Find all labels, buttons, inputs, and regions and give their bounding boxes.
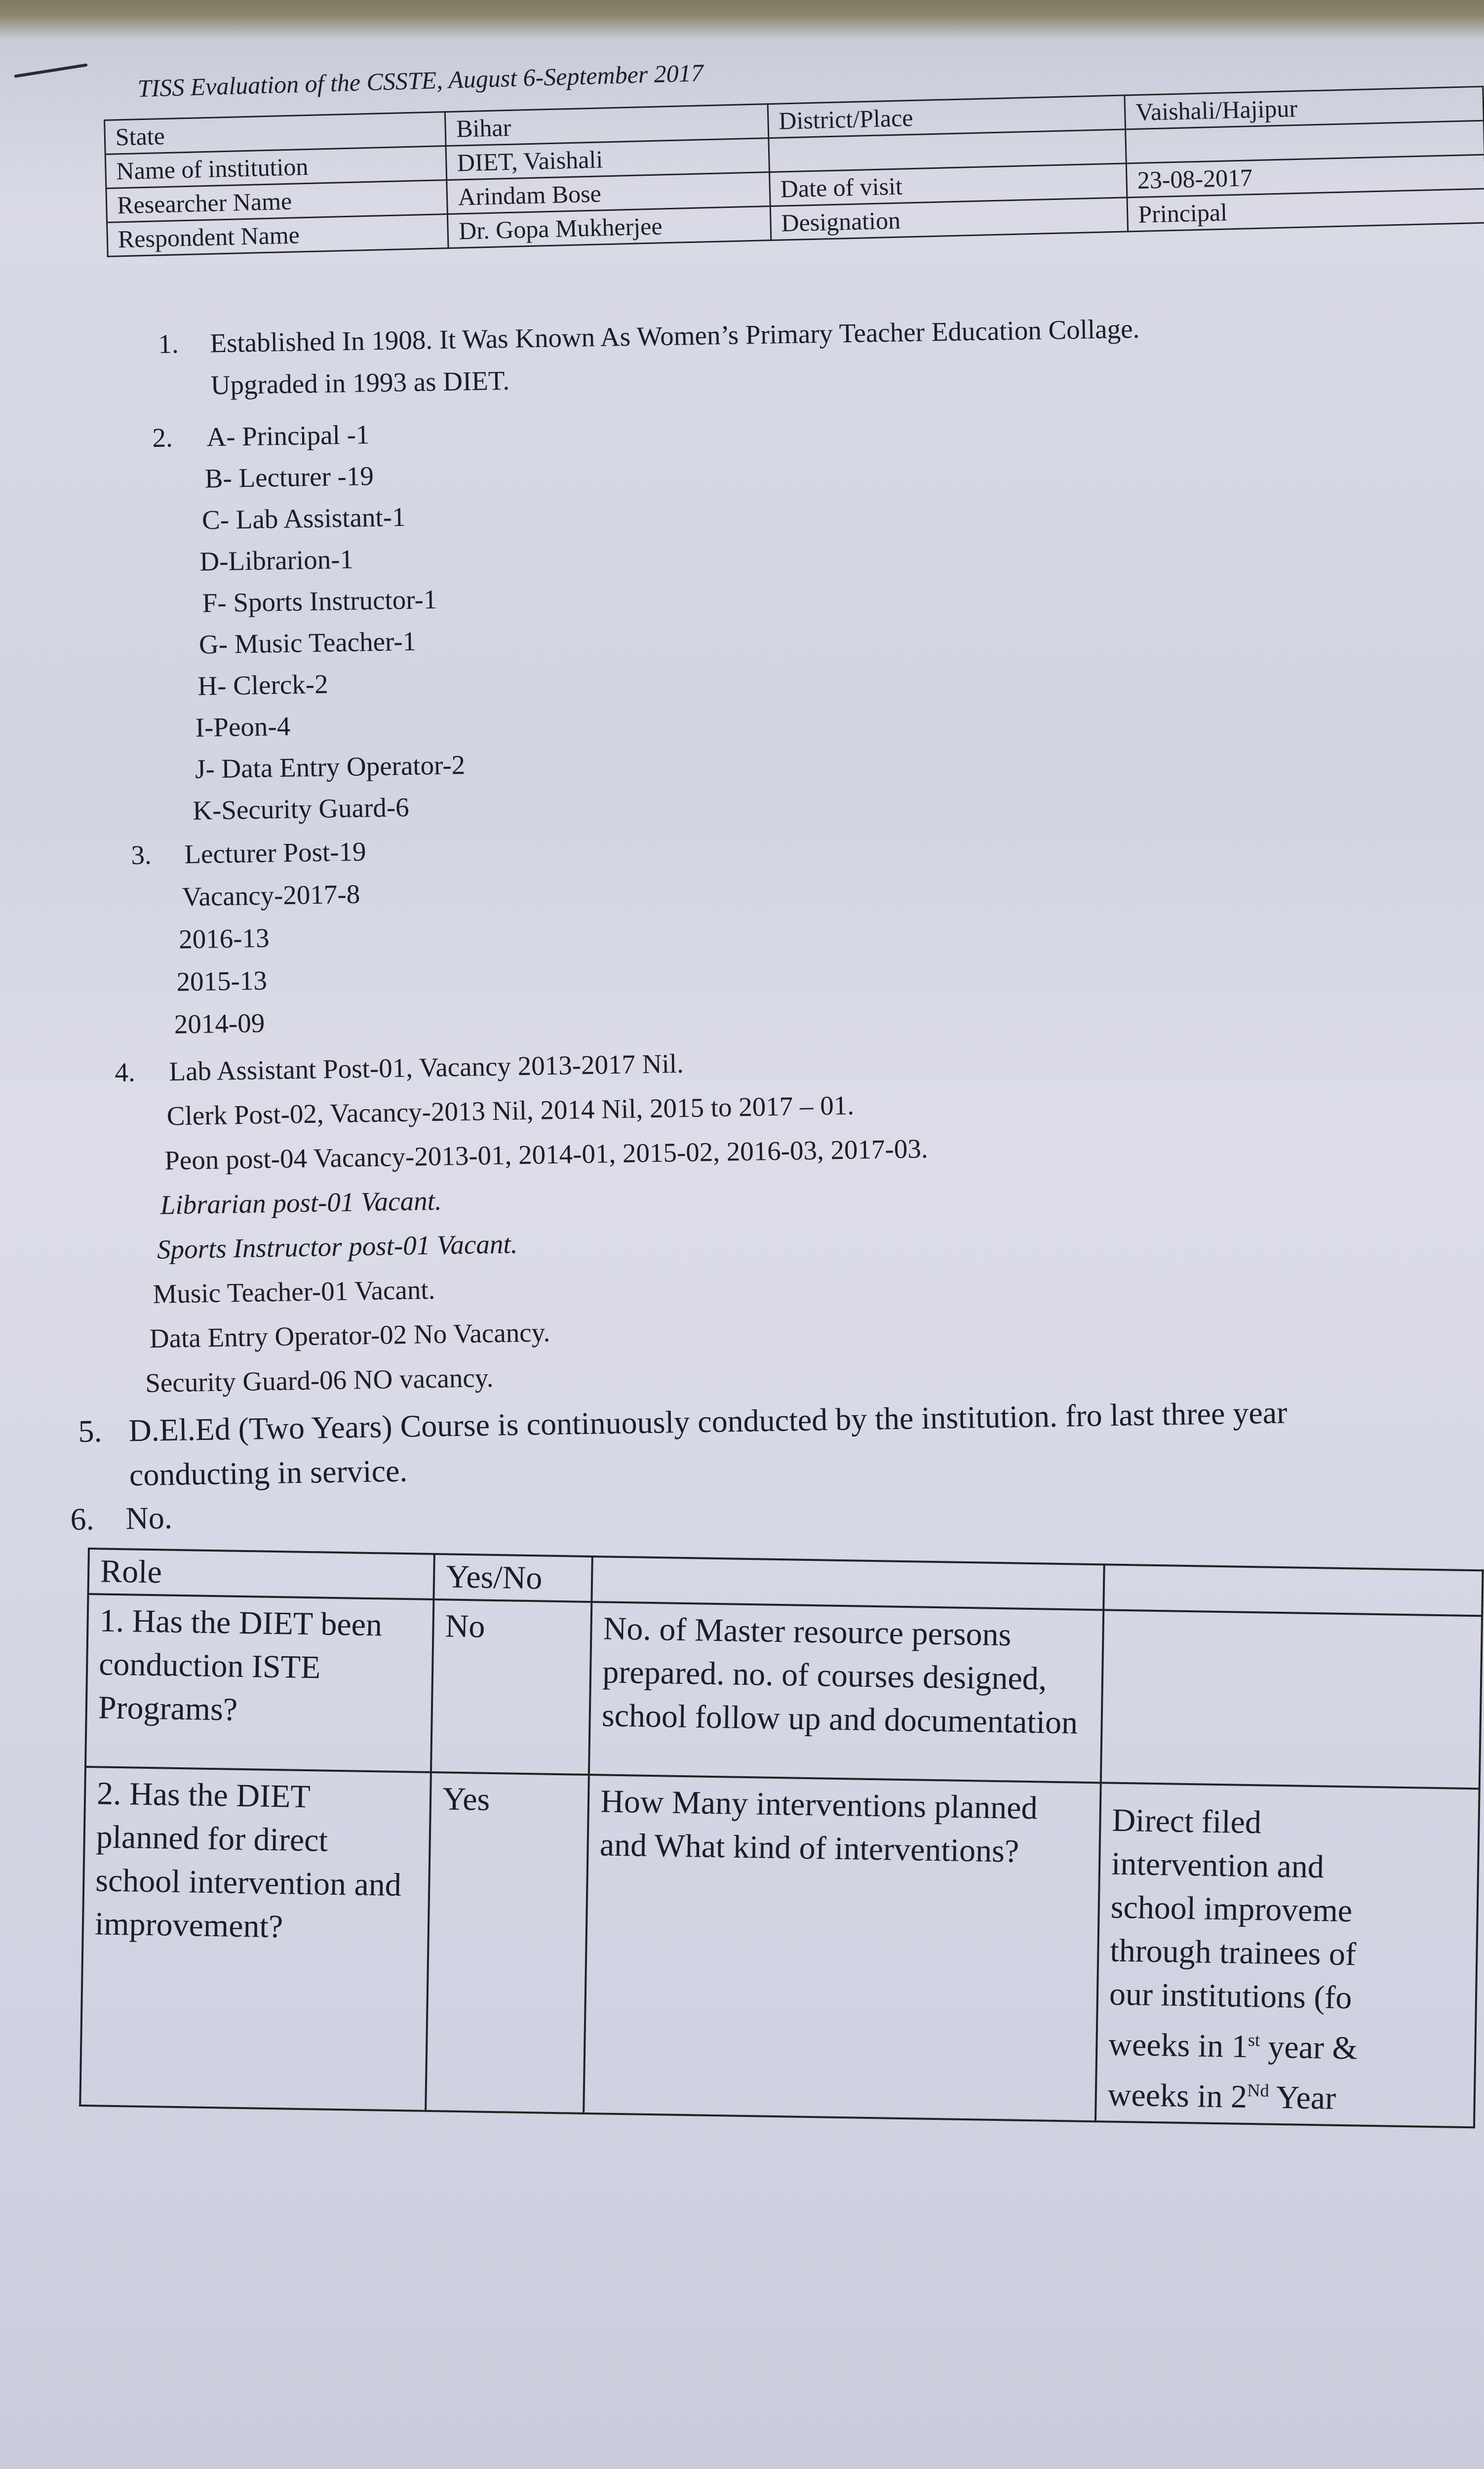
item-line: C- Lab Assistant-1	[201, 501, 406, 535]
item-line: J- Data Entry Operator-2	[195, 750, 466, 784]
item-line: G- Music Teacher-1	[198, 626, 417, 660]
item-line: Security Guard-06 NO vacancy.	[145, 1362, 494, 1398]
question-cell: No. of Master resource persons prepared. no. of courses designed, school follow up and documentation	[589, 1602, 1103, 1783]
response-line: Direct filed	[1112, 1802, 1262, 1841]
response-text: Year	[1268, 2079, 1336, 2116]
header-cell: Arindam Bose	[447, 172, 770, 214]
item-line: A- Principal -1	[206, 419, 370, 452]
header-cell: Date of visit	[769, 163, 1127, 206]
item-line: 2015-13	[176, 965, 268, 997]
item-line: Vacancy-2017-8	[182, 878, 360, 912]
ordinal-suffix: st	[1248, 2030, 1260, 2050]
header-cell: State	[105, 112, 446, 155]
question-cell: How Many interventions planned and What kind of interventions?	[584, 1775, 1100, 2121]
item-number: 6.	[70, 1501, 95, 1537]
table-row	[80, 1767, 1479, 2127]
item-line: D.El.Ed (Two Years) Course is continuously conducted by the institution. fro last three year	[128, 1394, 1288, 1448]
response-line: our institutions (fo	[1109, 1976, 1352, 2016]
header-cell: Vaishali/Hajipur	[1125, 86, 1484, 129]
role-table-header-cell: Yes/No	[434, 1554, 592, 1602]
header-cell: Researcher Name	[106, 180, 448, 223]
item-number: 2.	[152, 422, 173, 453]
answer-cell: Yes	[426, 1772, 589, 2113]
role-table-header-cell: Role	[88, 1549, 435, 1599]
document-title: TISS Evaluation of the CSSTE, August 6-September 2017	[137, 58, 704, 102]
response-text: weeks in 2	[1107, 2076, 1248, 2115]
response-cell	[1095, 1783, 1480, 2127]
item-line: D-Librarion-1	[199, 544, 354, 577]
response-line-first-year	[1108, 2016, 1464, 2072]
role-table	[79, 1548, 1484, 2128]
header-table	[104, 86, 1484, 257]
item-line: Sports Instructor post-01 Vacant.	[156, 1229, 518, 1265]
response-line: school improveme	[1110, 1889, 1353, 1929]
response-text: year &	[1259, 2029, 1358, 2067]
item-line: 2016-13	[178, 922, 270, 955]
item-line: Upgraded in 1993 as DIET.	[210, 365, 510, 400]
item-line: K-Security Guard-6	[192, 792, 410, 826]
header-cell: Dr. Gopa Mukherjee	[448, 206, 771, 248]
header-cell: Principal	[1127, 189, 1484, 232]
item-number: 3.	[131, 839, 152, 870]
item-number: 5.	[78, 1413, 103, 1449]
header-cell: DIET, Vaishali	[446, 138, 770, 180]
answer-cell: No	[431, 1599, 592, 1775]
header-cell: Name of institution	[105, 146, 447, 189]
item-line: conducting in service.	[129, 1453, 408, 1493]
response-line: intervention and	[1111, 1845, 1325, 1885]
item-line: Established In 1908. It Was Known As Women’s Primary Teacher Education Collage.	[210, 313, 1140, 358]
role-cell: 2. Has the DIET planned for direct school intervention and improvement?	[80, 1767, 431, 2111]
item-line: Lab Assistant Post-01, Vacancy 2013-2017 Nil.	[169, 1048, 684, 1087]
pen-mark	[14, 63, 87, 78]
item-number: 4.	[115, 1057, 136, 1087]
item-line: Peon post-04 Vacancy-2013-01, 2014-01, 2015-02, 2016-03, 2017-03.	[164, 1133, 929, 1176]
ordinal-suffix: Nd	[1247, 2080, 1270, 2101]
response-cell	[1101, 1610, 1482, 1789]
item-line: Music Teacher-01 Vacant.	[153, 1274, 435, 1309]
item-line: I-Peon-4	[195, 711, 291, 743]
header-cell: Designation	[770, 198, 1128, 240]
table-row	[85, 1594, 1482, 1789]
item-line: Data Entry Operator-02 No Vacancy.	[149, 1317, 550, 1354]
item-line: Lecturer Post-19	[184, 836, 367, 870]
item-line: Librarian post-01 Vacant.	[160, 1185, 442, 1220]
item-line: Clerk Post-02, Vacancy-2013 Nil, 2014 Nil, 2015 to 2017 – 01.	[166, 1090, 855, 1131]
header-cell: Bihar	[445, 104, 769, 146]
header-cell: Respondent Name	[107, 214, 449, 257]
role-table-header-cell	[592, 1556, 1104, 1610]
item-line: H- Clerck-2	[197, 669, 329, 701]
role-table-header-cell	[1103, 1564, 1483, 1616]
header-cell: 23-08-2017	[1126, 155, 1484, 198]
response-line: through trainees of	[1109, 1932, 1357, 1973]
header-cell: District/Place	[768, 95, 1126, 138]
item-number: 1.	[158, 328, 179, 359]
item-line: F- Sports Instructor-1	[202, 584, 437, 618]
role-cell: 1. Has the DIET been conduction ISTE Programs?	[85, 1594, 434, 1772]
item-line: No.	[125, 1500, 173, 1536]
response-line-second-year	[1107, 2067, 1463, 2122]
item-line: B- Lecturer -19	[204, 460, 374, 494]
response-text: weeks in 1	[1108, 2026, 1249, 2065]
item-line: 2014-09	[174, 1007, 265, 1039]
